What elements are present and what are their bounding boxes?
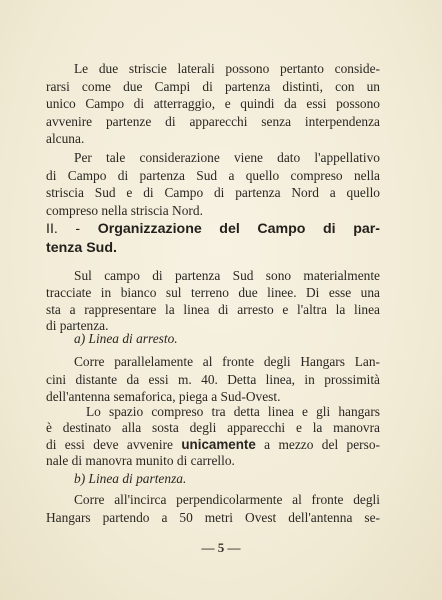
text-line: unico Campo di atterraggio, e quindi da essi possono	[46, 96, 380, 112]
paragraph-striscie-laterali	[46, 60, 380, 148]
subheading-linea-arresto: a) Linea di arresto.	[74, 331, 178, 346]
heading-line: tenza Sud.	[46, 240, 117, 256]
text-line: è destinato alla sosta degli apparecchi e la manovra	[46, 420, 380, 436]
text-line: rarsi come due Campi di partenza distinti, con un	[46, 78, 380, 94]
text-line: Sul campo di partenza Sud sono materialmente	[74, 268, 380, 283]
text-line: striscia Sud e di Campo di partenza Nord a quello	[46, 185, 380, 201]
text-line: di Campo di partenza Sud a quello compreso nella	[46, 167, 380, 183]
section-heading	[46, 220, 380, 258]
text-line: Le due striscie laterali possono pertanto conside-	[74, 61, 380, 76]
text-line: nale di manovra munito di carrello.	[46, 453, 235, 469]
text-fragment: a mezzo del perso-	[255, 436, 380, 452]
text-line: di partenza.	[46, 318, 109, 334]
text-line: Corre parallelamente al fronte degli Hangars Lan-	[74, 354, 380, 369]
paragraph-linea-arresto	[46, 353, 380, 406]
text-line	[46, 437, 380, 453]
text-fragment: di essi deve avvenire	[46, 436, 182, 452]
text-line: Corre all'incirca perpendicolarmente al fronte degli	[74, 492, 380, 507]
section-number: II. -	[46, 221, 98, 237]
text-line: avvenire partenze di apparecchi senza interpendenza	[46, 113, 380, 129]
paragraph-appellativo	[46, 149, 380, 219]
emphasis-unicamente: unicamente	[181, 436, 256, 452]
paragraph-spazio-compreso	[46, 404, 380, 470]
subheading-linea-partenza: b) Linea di partenza.	[74, 471, 187, 486]
text-line: sta a rappresentare la linea di arresto e l'altra la linea	[46, 301, 380, 317]
paragraph-linee-tracciate	[46, 268, 380, 335]
text-line: Hangars partendo a 50 metri Ovest dell'antenna se-	[46, 509, 380, 525]
text-line: alcuna.	[46, 131, 85, 147]
page-number: — 5 —	[201, 540, 241, 555]
text-line: dell'antenna semaforica, piega a Sud-Ovest.	[46, 389, 281, 405]
section-title: Organizzazione del Campo di par-	[97, 221, 380, 237]
heading-line	[46, 220, 380, 239]
text-line: Per tale considerazione viene dato l'appellativo	[74, 150, 380, 165]
text-line: tracciate in bianco sul terreno due linee. Di esse una	[46, 284, 380, 300]
paragraph-linea-partenza	[46, 491, 380, 526]
text-line: cini distante da essi m. 40. Detta linea, in prossimità	[46, 371, 380, 387]
text-line: compreso nella striscia Nord.	[46, 202, 203, 218]
text-line: Lo spazio compreso tra detta linea e gli hangars	[86, 404, 380, 419]
